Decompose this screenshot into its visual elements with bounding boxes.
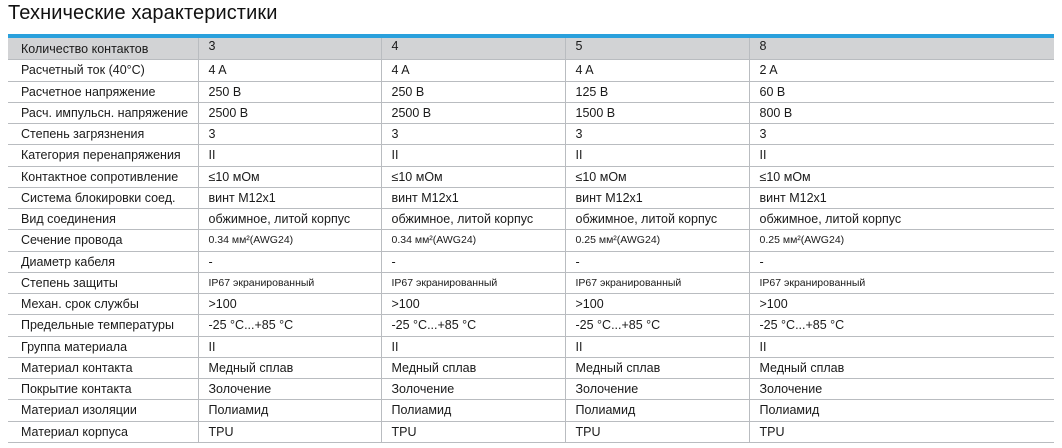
row-label: Система блокировки соед.: [8, 187, 198, 208]
table-row: [8, 166, 1054, 187]
table-cell: -: [381, 251, 565, 272]
table-cell: 1500 В: [565, 102, 749, 123]
table-cell: Медный сплав: [565, 357, 749, 378]
table-cell: TPU: [381, 421, 565, 442]
table-cell: -25 °C...+85 °C: [198, 315, 381, 336]
table-cell: Золочение: [749, 379, 1054, 400]
table-cell: II: [381, 145, 565, 166]
table-cell: Полиамид: [198, 400, 381, 421]
table-cell: 3: [749, 124, 1054, 145]
table-cell: обжимное, литой корпус: [565, 209, 749, 230]
table-row: [8, 315, 1054, 336]
table-cell: 3: [381, 124, 565, 145]
table-cell: IP67 экранированный: [381, 272, 565, 293]
table-cell: II: [749, 145, 1054, 166]
table-cell: ≤10 мОм: [565, 166, 749, 187]
table-cell: 2500 В: [381, 102, 565, 123]
row-label: Степень защиты: [8, 272, 198, 293]
table-cell: 3: [198, 38, 381, 60]
table-cell: II: [565, 145, 749, 166]
table-cell: TPU: [749, 421, 1054, 442]
table-cell: >100: [381, 294, 565, 315]
table-cell: 8: [749, 38, 1054, 60]
table-cell: 800 В: [749, 102, 1054, 123]
table-cell: Медный сплав: [749, 357, 1054, 378]
table-cell: 3: [198, 124, 381, 145]
table-row: [8, 81, 1054, 102]
table-row: [8, 145, 1054, 166]
table-row: [8, 379, 1054, 400]
row-label: Количество контактов: [8, 38, 198, 60]
table-cell: II: [198, 336, 381, 357]
row-label: Контактное сопротивление: [8, 166, 198, 187]
table-row: [8, 102, 1054, 123]
table-cell: -: [198, 251, 381, 272]
table-cell: TPU: [198, 421, 381, 442]
row-label: Расч. импульсн. напряжение: [8, 102, 198, 123]
row-label: Материал контакта: [8, 357, 198, 378]
table-row: [8, 230, 1054, 251]
table-cell: 250 В: [198, 81, 381, 102]
table-cell: обжимное, литой корпус: [749, 209, 1054, 230]
table-cell: Золочение: [565, 379, 749, 400]
table-cell: винт M12x1: [749, 187, 1054, 208]
table-cell: 0.34 мм²(AWG24): [381, 230, 565, 251]
table-cell: обжимное, литой корпус: [381, 209, 565, 230]
table-row: [8, 421, 1054, 442]
table-cell: 4 A: [198, 60, 381, 81]
table-cell: 0.34 мм²(AWG24): [198, 230, 381, 251]
table-cell: ≤10 мОм: [381, 166, 565, 187]
table-cell: II: [565, 336, 749, 357]
row-label: Материал изоляции: [8, 400, 198, 421]
table-row: [8, 400, 1054, 421]
specifications-table: [8, 38, 1054, 443]
table-cell: винт M12x1: [381, 187, 565, 208]
table-cell: -: [749, 251, 1054, 272]
table-cell: 250 В: [381, 81, 565, 102]
table-cell: >100: [198, 294, 381, 315]
row-label: Расчетное напряжение: [8, 81, 198, 102]
row-label: Группа материала: [8, 336, 198, 357]
table-row: [8, 60, 1054, 81]
table-cell: II: [749, 336, 1054, 357]
row-label: Расчетный ток (40°C): [8, 60, 198, 81]
table-row: [8, 251, 1054, 272]
table-cell: 3: [565, 124, 749, 145]
table-row: [8, 187, 1054, 208]
row-label: Категория перенапряжения: [8, 145, 198, 166]
page-title: Технические характеристики: [8, 2, 278, 24]
table-cell: 0.25 мм²(AWG24): [749, 230, 1054, 251]
row-label: Предельные температуры: [8, 315, 198, 336]
table-row: [8, 209, 1054, 230]
table-cell: ≤10 мОм: [749, 166, 1054, 187]
table-cell: IP67 экранированный: [749, 272, 1054, 293]
table-cell: Золочение: [381, 379, 565, 400]
table-cell: -25 °C...+85 °C: [749, 315, 1054, 336]
table-row: [8, 357, 1054, 378]
table-cell: -25 °C...+85 °C: [565, 315, 749, 336]
table-cell: 2500 В: [198, 102, 381, 123]
table-cell: ≤10 мОм: [198, 166, 381, 187]
table-row: [8, 272, 1054, 293]
table-row: [8, 336, 1054, 357]
table-cell: 0.25 мм²(AWG24): [565, 230, 749, 251]
table-cell: Золочение: [198, 379, 381, 400]
table-cell: 4 A: [381, 60, 565, 81]
table-cell: 5: [565, 38, 749, 60]
table-cell: Полиамид: [381, 400, 565, 421]
table-cell: >100: [749, 294, 1054, 315]
table-cell: -: [565, 251, 749, 272]
table-cell: Полиамид: [749, 400, 1054, 421]
table-cell: винт M12x1: [198, 187, 381, 208]
table-row: [8, 38, 1054, 60]
table-cell: Полиамид: [565, 400, 749, 421]
table-cell: 4: [381, 38, 565, 60]
row-label: Диаметр кабеля: [8, 251, 198, 272]
table-cell: 125 В: [565, 81, 749, 102]
table-cell: II: [381, 336, 565, 357]
table-cell: IP67 экранированный: [565, 272, 749, 293]
table-cell: Медный сплав: [198, 357, 381, 378]
row-label: Вид соединения: [8, 209, 198, 230]
table-cell: винт M12x1: [565, 187, 749, 208]
table-cell: >100: [565, 294, 749, 315]
table-cell: 4 A: [565, 60, 749, 81]
table-row: [8, 124, 1054, 145]
row-label: Материал корпуса: [8, 421, 198, 442]
table-cell: 2 A: [749, 60, 1054, 81]
table-cell: 60 В: [749, 81, 1054, 102]
table-cell: обжимное, литой корпус: [198, 209, 381, 230]
row-label: Степень загрязнения: [8, 124, 198, 145]
table-cell: II: [198, 145, 381, 166]
table-cell: TPU: [565, 421, 749, 442]
row-label: Сечение провода: [8, 230, 198, 251]
table-cell: -25 °C...+85 °C: [381, 315, 565, 336]
row-label: Покрытие контакта: [8, 379, 198, 400]
table-cell: Медный сплав: [381, 357, 565, 378]
row-label: Механ. срок службы: [8, 294, 198, 315]
table-cell: IP67 экранированный: [198, 272, 381, 293]
table-row: [8, 294, 1054, 315]
